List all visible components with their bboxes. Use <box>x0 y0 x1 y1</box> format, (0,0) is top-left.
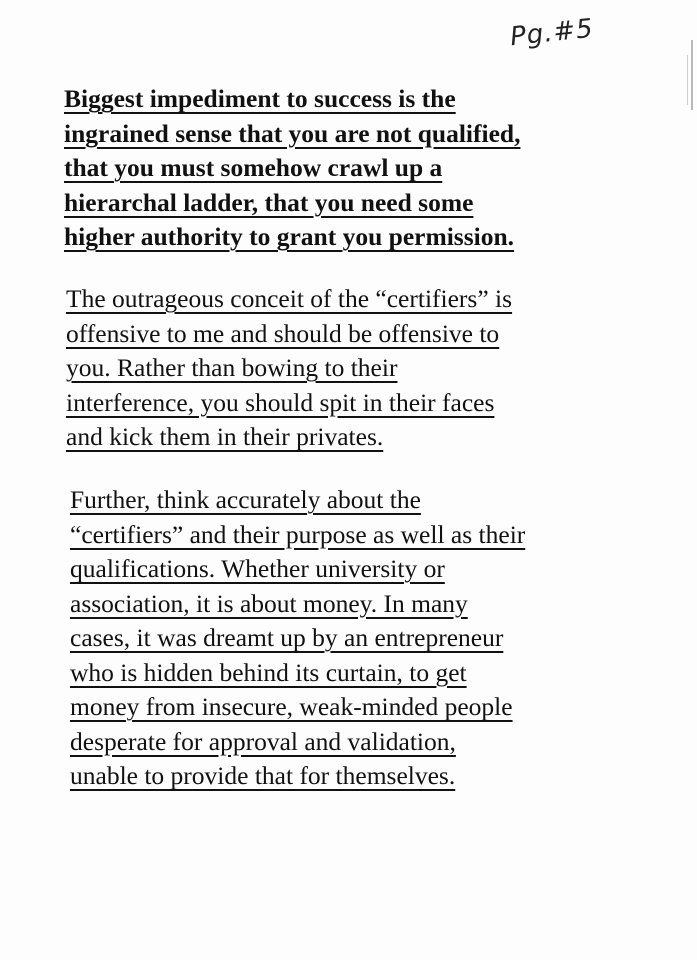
text-line: The outrageous conceit of the “certifiers” is <box>66 284 513 313</box>
text-line: that you must somehow crawl up a <box>64 153 443 182</box>
text-line: offensive to me and should be offensive to <box>66 318 500 348</box>
text-line: and kick them in their privates. <box>66 422 384 451</box>
text-line: ingrained sense that you are not qualified, <box>64 118 521 148</box>
text-line: money from insecure, weak-minded people <box>70 692 513 721</box>
text-line: interference, you should spit in their faces <box>66 387 495 417</box>
text-line: Biggest impediment to success is the <box>64 84 456 113</box>
text-line: Further, think accurately about the <box>70 485 421 514</box>
paragraph-3 <box>70 483 525 794</box>
paragraph-2 <box>66 282 512 455</box>
handwritten-page-number: Pg.#5 <box>508 13 596 53</box>
text-line: who is hidden behind its curtain, to get <box>70 657 467 687</box>
scan-edge-mark <box>687 55 688 105</box>
text-line: you. Rather than bowing to their <box>66 353 398 382</box>
text-line: “certifiers” and their purpose as well as their <box>70 519 526 549</box>
scan-edge-mark <box>691 40 693 110</box>
paragraph-1 <box>64 82 520 255</box>
text-line: higher authority to grant you permission. <box>64 222 515 251</box>
text-line: desperate for approval and validation, <box>70 726 456 756</box>
text-line: association, it is about money. In many <box>70 588 468 618</box>
text-line: unable to provide that for themselves. <box>70 761 456 790</box>
text-line: qualifications. Whether university or <box>70 554 445 583</box>
text-line: cases, it was dreamt up by an entrepreneur <box>70 623 504 652</box>
text-line: hierarchal ladder, that you need some <box>64 187 474 217</box>
